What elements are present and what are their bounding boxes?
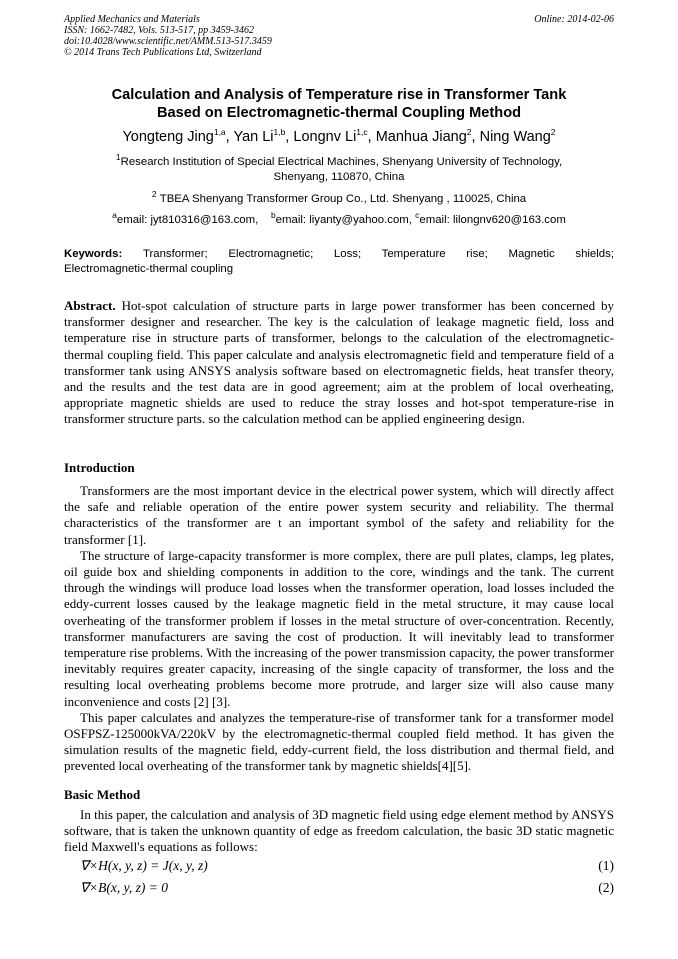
abstract-label: Abstract.: [64, 298, 116, 313]
keywords-line-1: Transformer; Electromagnetic; Loss; Temperature rise; Magnetic shields;: [142, 248, 614, 260]
author-name: Longnv Li: [293, 129, 357, 145]
author: [293, 129, 375, 145]
issn-line: ISSN: 1662-7482, Vols. 513-517, pp 3459-3462: [64, 25, 254, 36]
author-name: Manhua Jiang: [375, 129, 467, 145]
author-affiliation-marker: 2: [550, 127, 556, 138]
email-marker: c: [415, 210, 420, 221]
title-line-1: Calculation and Analysis of Temperature rise in Transformer Tank: [111, 87, 567, 103]
author-name: Yan Li: [233, 129, 274, 145]
basic-method-body: [64, 807, 614, 856]
email-marker: a: [112, 210, 117, 221]
affiliation-marker: 2: [151, 189, 157, 200]
affiliation-1-line-2: Shenyang, 110870, China: [273, 171, 405, 183]
author: [233, 129, 293, 145]
author-separator: ,: [225, 129, 234, 145]
equation-1-number: (1): [598, 858, 614, 873]
author-emails: [64, 210, 614, 228]
keywords-label: Keywords:: [64, 248, 123, 260]
author-separator: ,: [471, 129, 480, 145]
title-line-2: Based on Electromagnetic-thermal Coupling Method: [156, 105, 522, 121]
author-list: [64, 127, 614, 147]
author-name: Ning Wang: [479, 129, 551, 145]
author: [480, 129, 556, 145]
author-separator: ,: [367, 129, 376, 145]
abstract-text: Hot-spot calculation of structure parts in large power transformer has been concerned by transformer designer and researcher. The key is the calculation of leakage magnetic field, loss and temperature rise in structure parts of transformer, belongs to the calculation of the electromagnetic-thermal coupling field. This paper calculate and analysis electromagnetic field and temperature field of a transformer tank using ANSYS analysis software based on electromagnetic fields, heat transfer theory, and the results and the test data are in good agreement; aim at the problem of local overheating, appropriate magnetic shields are used to reduce the stray losses and hot-spot temperature-rise in transformer structure parts. so the calculation method can be applied engineering design.: [64, 298, 614, 427]
basic-method-heading: Basic Method: [64, 787, 141, 802]
equation-2-expression: ∇×B(x, y, z) = 0: [80, 880, 168, 895]
author-affiliation-marker: 1,b: [273, 127, 286, 138]
introduction-body: [64, 483, 614, 775]
email-b[interactable]: email: liyanty@yahoo.com,: [275, 214, 412, 226]
affiliation-1-line-1: Research Institution of Special Electrical Machines, Shenyang University of Technology,: [120, 156, 563, 168]
keywords-line-2: Electromagnetic-thermal coupling: [64, 262, 234, 275]
author: [376, 129, 480, 145]
equation-1-expression: ∇×H(x, y, z) = J(x, y, z): [80, 858, 208, 873]
introduction-paragraph-3: This paper calculates and analyzes the temperature-rise of transformer tank for a transformer model OSFPSZ-125000kVA/220kV by the electromagnetic-thermal coupled field method. It has given the simulation results of the magnetic field, eddy-current field, the loss distribution and thermal field, and prevented local overheating of the transformer tank by magnetic shields[4][5].: [64, 709, 614, 774]
affiliation-2-text: TBEA Shenyang Transformer Group Co., Ltd. Shenyang , 110025, China: [159, 193, 527, 205]
journal-name: Applied Mechanics and Materials: [64, 14, 200, 25]
abstract: [64, 298, 614, 428]
introduction-paragraph-2: The structure of large-capacity transformer is more complex, there are pull plates, clamps, leg plates, oil guide box and shielding components in addition to the core, windings and the tank. The current through the windings will produce load losses when the transformer operation, load losses included the eddy-current losses caused by the leakage magnetic field in the metal structure, it may cause local overheating of the transformer problem if losses in the metal structure of over-concentration. Recently, transformer manufacturers are saving the cost of production. It will inevitably lead to transformer temperature rise problems. With the increasing of the power transmission capacity, the power transformer inevitably requires greater capacity, increasing of the single capacity of transformer, the loss and the resulting local overheating problems become more protrude, and larger size will also cause many inconvenience and costs [2] [3].: [64, 547, 614, 709]
author-name: Yongteng Jing: [122, 129, 214, 145]
author-affiliation-marker: 1,a: [213, 127, 226, 138]
email-c[interactable]: email: lilongnv620@163.com: [419, 214, 566, 226]
email-a[interactable]: email: jyt810316@163.com,: [116, 214, 259, 226]
equation-2-number: (2): [598, 880, 614, 895]
basic-method-paragraph-1: In this paper, the calculation and analysis of 3D magnetic field using edge element method by ANSYS software, that is taken the unknown quantity of edge as freedom calculation, the basic 3D static magnetic field Maxwell's equations as follows:: [64, 807, 614, 855]
journal-header: [64, 14, 614, 58]
copyright-line: © 2014 Trans Tech Publications Ltd, Switzerland: [64, 47, 262, 58]
affiliation-1: [64, 152, 614, 185]
author: [122, 129, 233, 145]
email-marker: b: [270, 210, 276, 221]
paper-title: [64, 86, 614, 122]
author-affiliation-marker: 2: [466, 127, 472, 138]
introduction-heading: Introduction: [64, 460, 135, 475]
author-separator: ,: [285, 129, 294, 145]
author-affiliation-marker: 1,c: [356, 127, 368, 138]
keywords-block: [64, 247, 614, 276]
affiliation-marker: 1: [115, 152, 121, 163]
affiliation-2: [64, 189, 614, 207]
doi-line: doi:10.4028/www.scientific.net/AMM.513-517.3459: [64, 36, 272, 47]
introduction-paragraph-1: Transformers are the most important device in the electrical power system, which will directly affect the safe and reliable operation of the entire power system security and reliability. The thermal characteristics of the transformer are t an important symbol of the safety and reliability for the transformer [1].: [64, 483, 614, 547]
online-date: Online: 2014-02-06: [534, 14, 614, 25]
